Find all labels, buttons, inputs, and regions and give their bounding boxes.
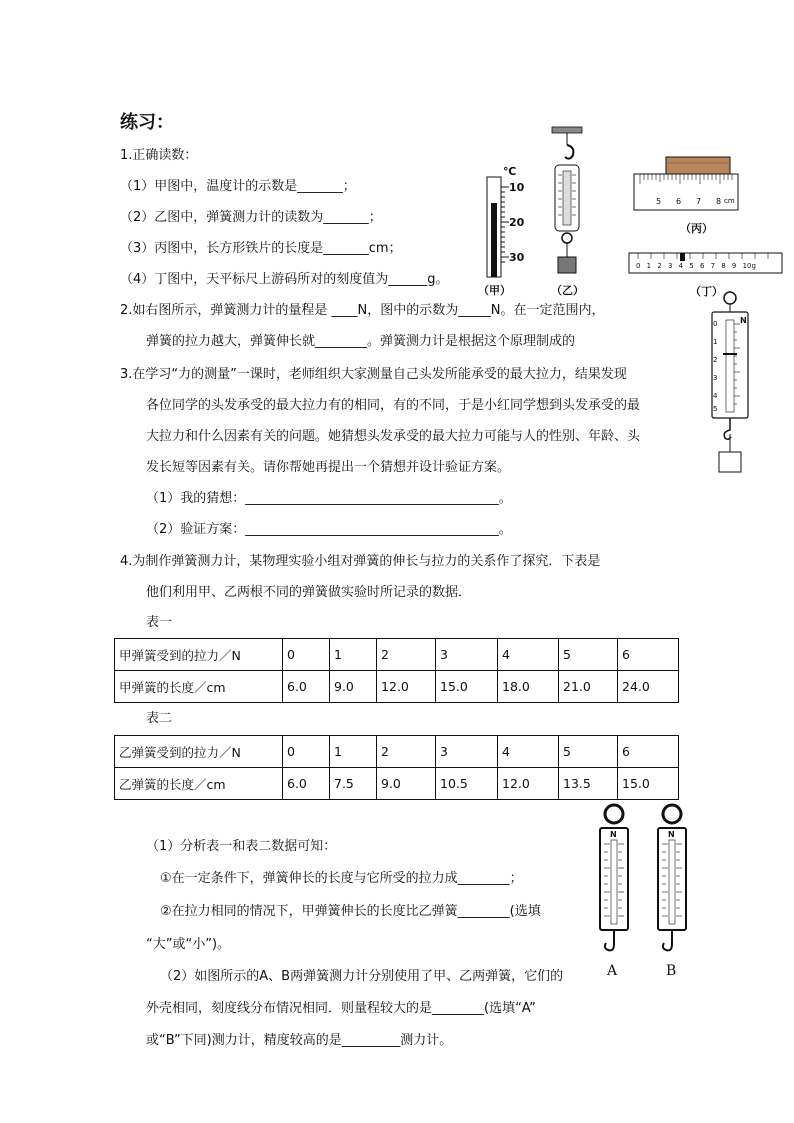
q2-line-2: 弹簧的拉力越大，弹簧伸长就________。弹簧测力计是根据这个原理制成的 [146, 334, 576, 349]
balance-ticks [636, 262, 756, 270]
balance-tick: 4 [678, 262, 690, 270]
balance-tick: 5 [689, 262, 700, 270]
spring-scale-q2-tick: 1 [713, 338, 718, 346]
table-cell: 乙弹簧的长度／cm [115, 768, 283, 800]
table-cell: 1 [330, 639, 377, 671]
q1-item-1: （1）甲图中，温度计的示数是_______； [120, 179, 356, 194]
table-cell: 甲弹簧受到的拉力／N [115, 639, 283, 671]
balance-tick: 10g [742, 262, 756, 270]
q1-item-4: （4）丁图中，天平标尺上游码所对的刻度值为______g。 [120, 272, 449, 287]
q2-line-1: 2.如右图所示，弹簧测力计的量程是 ____N，图中的示数为_____N。在一定范围内， [120, 303, 605, 318]
q3-sub-2: （2）验证方案：_______________________________________。 [146, 522, 512, 537]
table-cell: 7.5 [330, 768, 377, 800]
q1-stem: 1.正确读数： [120, 148, 198, 163]
balance-tick: 6 [699, 262, 711, 270]
ruler-unit: cm [724, 197, 735, 205]
q3-line-2: 各位同学的头发承受的最大拉力有的相同，有的不同，于是小红同学想到头发承受的最 [146, 398, 641, 413]
thermometer-tick: 30 [509, 251, 525, 264]
table-cell: 5 [559, 639, 618, 671]
table-cell: 18.0 [498, 671, 559, 703]
table-cell: 0 [283, 736, 330, 768]
table-row [115, 736, 679, 768]
balance-tick: 0 [636, 262, 647, 270]
page-title: 练习： [120, 112, 174, 133]
table-cell: 6 [618, 639, 679, 671]
spring-scale-b-figure [648, 800, 696, 960]
ruler-tick: 8 [716, 197, 722, 206]
spring-scale-figure [542, 125, 592, 280]
ruler-tick: 6 [676, 197, 682, 206]
q3-line-1: 3.在学习“力的测量”一课时，老师组织大家测量自己头发所能承受的最大拉力，结果发现 [120, 367, 627, 382]
table-cell: 9.0 [377, 768, 436, 800]
table-cell: 3 [436, 736, 498, 768]
ruler-figure [630, 155, 742, 215]
table-cell: 12.0 [498, 768, 559, 800]
table-cell: 13.5 [559, 768, 618, 800]
spring-scale-a-label: A [607, 963, 618, 979]
thermometer-tick: 20 [509, 216, 525, 229]
q3-line-4: 发长短等因素有关。请你帮她再提出一个猜想并设计验证方案。 [146, 460, 511, 475]
table-row [115, 639, 679, 671]
balance-tick: 7 [710, 262, 722, 270]
table-cell: 21.0 [559, 671, 618, 703]
table-cell: 4 [498, 639, 559, 671]
q3-sub-1: （1）我的猜想：_______________________________________。 [146, 491, 512, 506]
q4-line-2: 他们利用甲、乙两根不同的弹簧做实验时所记录的数据． [146, 585, 472, 600]
table-cell: 15.0 [436, 671, 498, 703]
table2-caption: 表二 [146, 711, 173, 726]
q1-item-2: （2）乙图中，弹簧测力计的读数为_______； [120, 210, 382, 225]
spring-scale-q2-tick: 4 [713, 392, 718, 400]
table-cell: 6.0 [283, 768, 330, 800]
q4-p1b-2: “大”或“小”)。 [146, 937, 231, 952]
table-cell: 15.0 [618, 768, 679, 800]
figure-caption-bing: （丙） [680, 222, 713, 235]
table1-caption: 表一 [146, 615, 173, 630]
spring-scale-q2-unit: N [740, 316, 747, 325]
q4-p1: （1）分析表一和表二数据可知： [146, 839, 337, 854]
balance-tick: 3 [667, 262, 679, 270]
table-cell: 6.0 [283, 671, 330, 703]
spring-scale-q2-tick: 3 [713, 374, 718, 382]
figure-caption-yi: （乙） [551, 284, 584, 297]
table-row [115, 671, 679, 703]
table-cell: 3 [436, 639, 498, 671]
q4-p1b: ②在拉力相同的情况下，甲弹簧伸长的长度比乙弹簧________(选填 [160, 904, 541, 919]
table-cell: 24.0 [618, 671, 679, 703]
spring-scale-q2-tick: 2 [713, 356, 718, 364]
q4-p2b: 外壳相同，刻度线分布情况相同．则量程较大的是________(选填“A” [146, 1001, 536, 1016]
table-cell: 乙弹簧受到的拉力／N [115, 736, 283, 768]
q4-p1a: ①在一定条件下，弹簧伸长的长度与它所受的拉力成________； [160, 871, 523, 886]
table-cell: 12.0 [377, 671, 436, 703]
table-cell: 2 [377, 736, 436, 768]
spring-scale-a-figure [590, 800, 638, 960]
balance-tick: 2 [657, 262, 668, 270]
table-2 [114, 735, 679, 800]
ruler-tick: 7 [696, 197, 702, 206]
table-row [115, 768, 679, 800]
spring-scale-q2-tick: 5 [713, 405, 718, 413]
q4-p2c: 或“B”下同)测力计，精度较高的是_________测力计。 [146, 1033, 453, 1048]
figure-caption-ding: （丁） [690, 285, 723, 298]
thermometer-unit: ℃ [503, 165, 517, 178]
figure-caption-jia: （甲） [478, 284, 511, 297]
spring-scale-a-unit: N [610, 830, 617, 839]
table-1 [114, 638, 679, 703]
table-cell: 2 [377, 639, 436, 671]
balance-tick: 8 [721, 262, 732, 270]
table-cell: 10.5 [436, 768, 498, 800]
q4-p2a: （2）如图所示的A、B两弹簧测力计分别使用了甲、乙两弹簧，它们的 [160, 969, 564, 984]
spring-scale-b-label: B [666, 963, 677, 979]
table-cell: 6 [618, 736, 679, 768]
thermometer-figure [475, 165, 535, 290]
table-cell: 0 [283, 639, 330, 671]
spring-scale-b-unit: N [668, 830, 675, 839]
table-cell: 9.0 [330, 671, 377, 703]
balance-tick: 9 [731, 262, 743, 270]
thermometer-tick: 10 [509, 181, 525, 194]
ruler-tick: 5 [656, 197, 662, 206]
table-cell: 1 [330, 736, 377, 768]
table-cell: 甲弹簧的长度／cm [115, 671, 283, 703]
q4-line-1: 4.为制作弹簧测力计，某物理实验小组对弹簧的伸长与拉力的关系作了探究．下表是 [120, 554, 601, 569]
balance-tick: 1 [646, 262, 658, 270]
q3-line-3: 大拉力和什么因素有关的问题。她猜想头发承受的最大拉力可能与人的性别、年龄、头 [146, 429, 641, 444]
table-cell: 5 [559, 736, 618, 768]
spring-scale-q2-tick: 0 [713, 320, 718, 328]
table-cell: 4 [498, 736, 559, 768]
q1-item-3: （3）丙图中，长方形铁片的长度是_______cm； [120, 241, 402, 256]
